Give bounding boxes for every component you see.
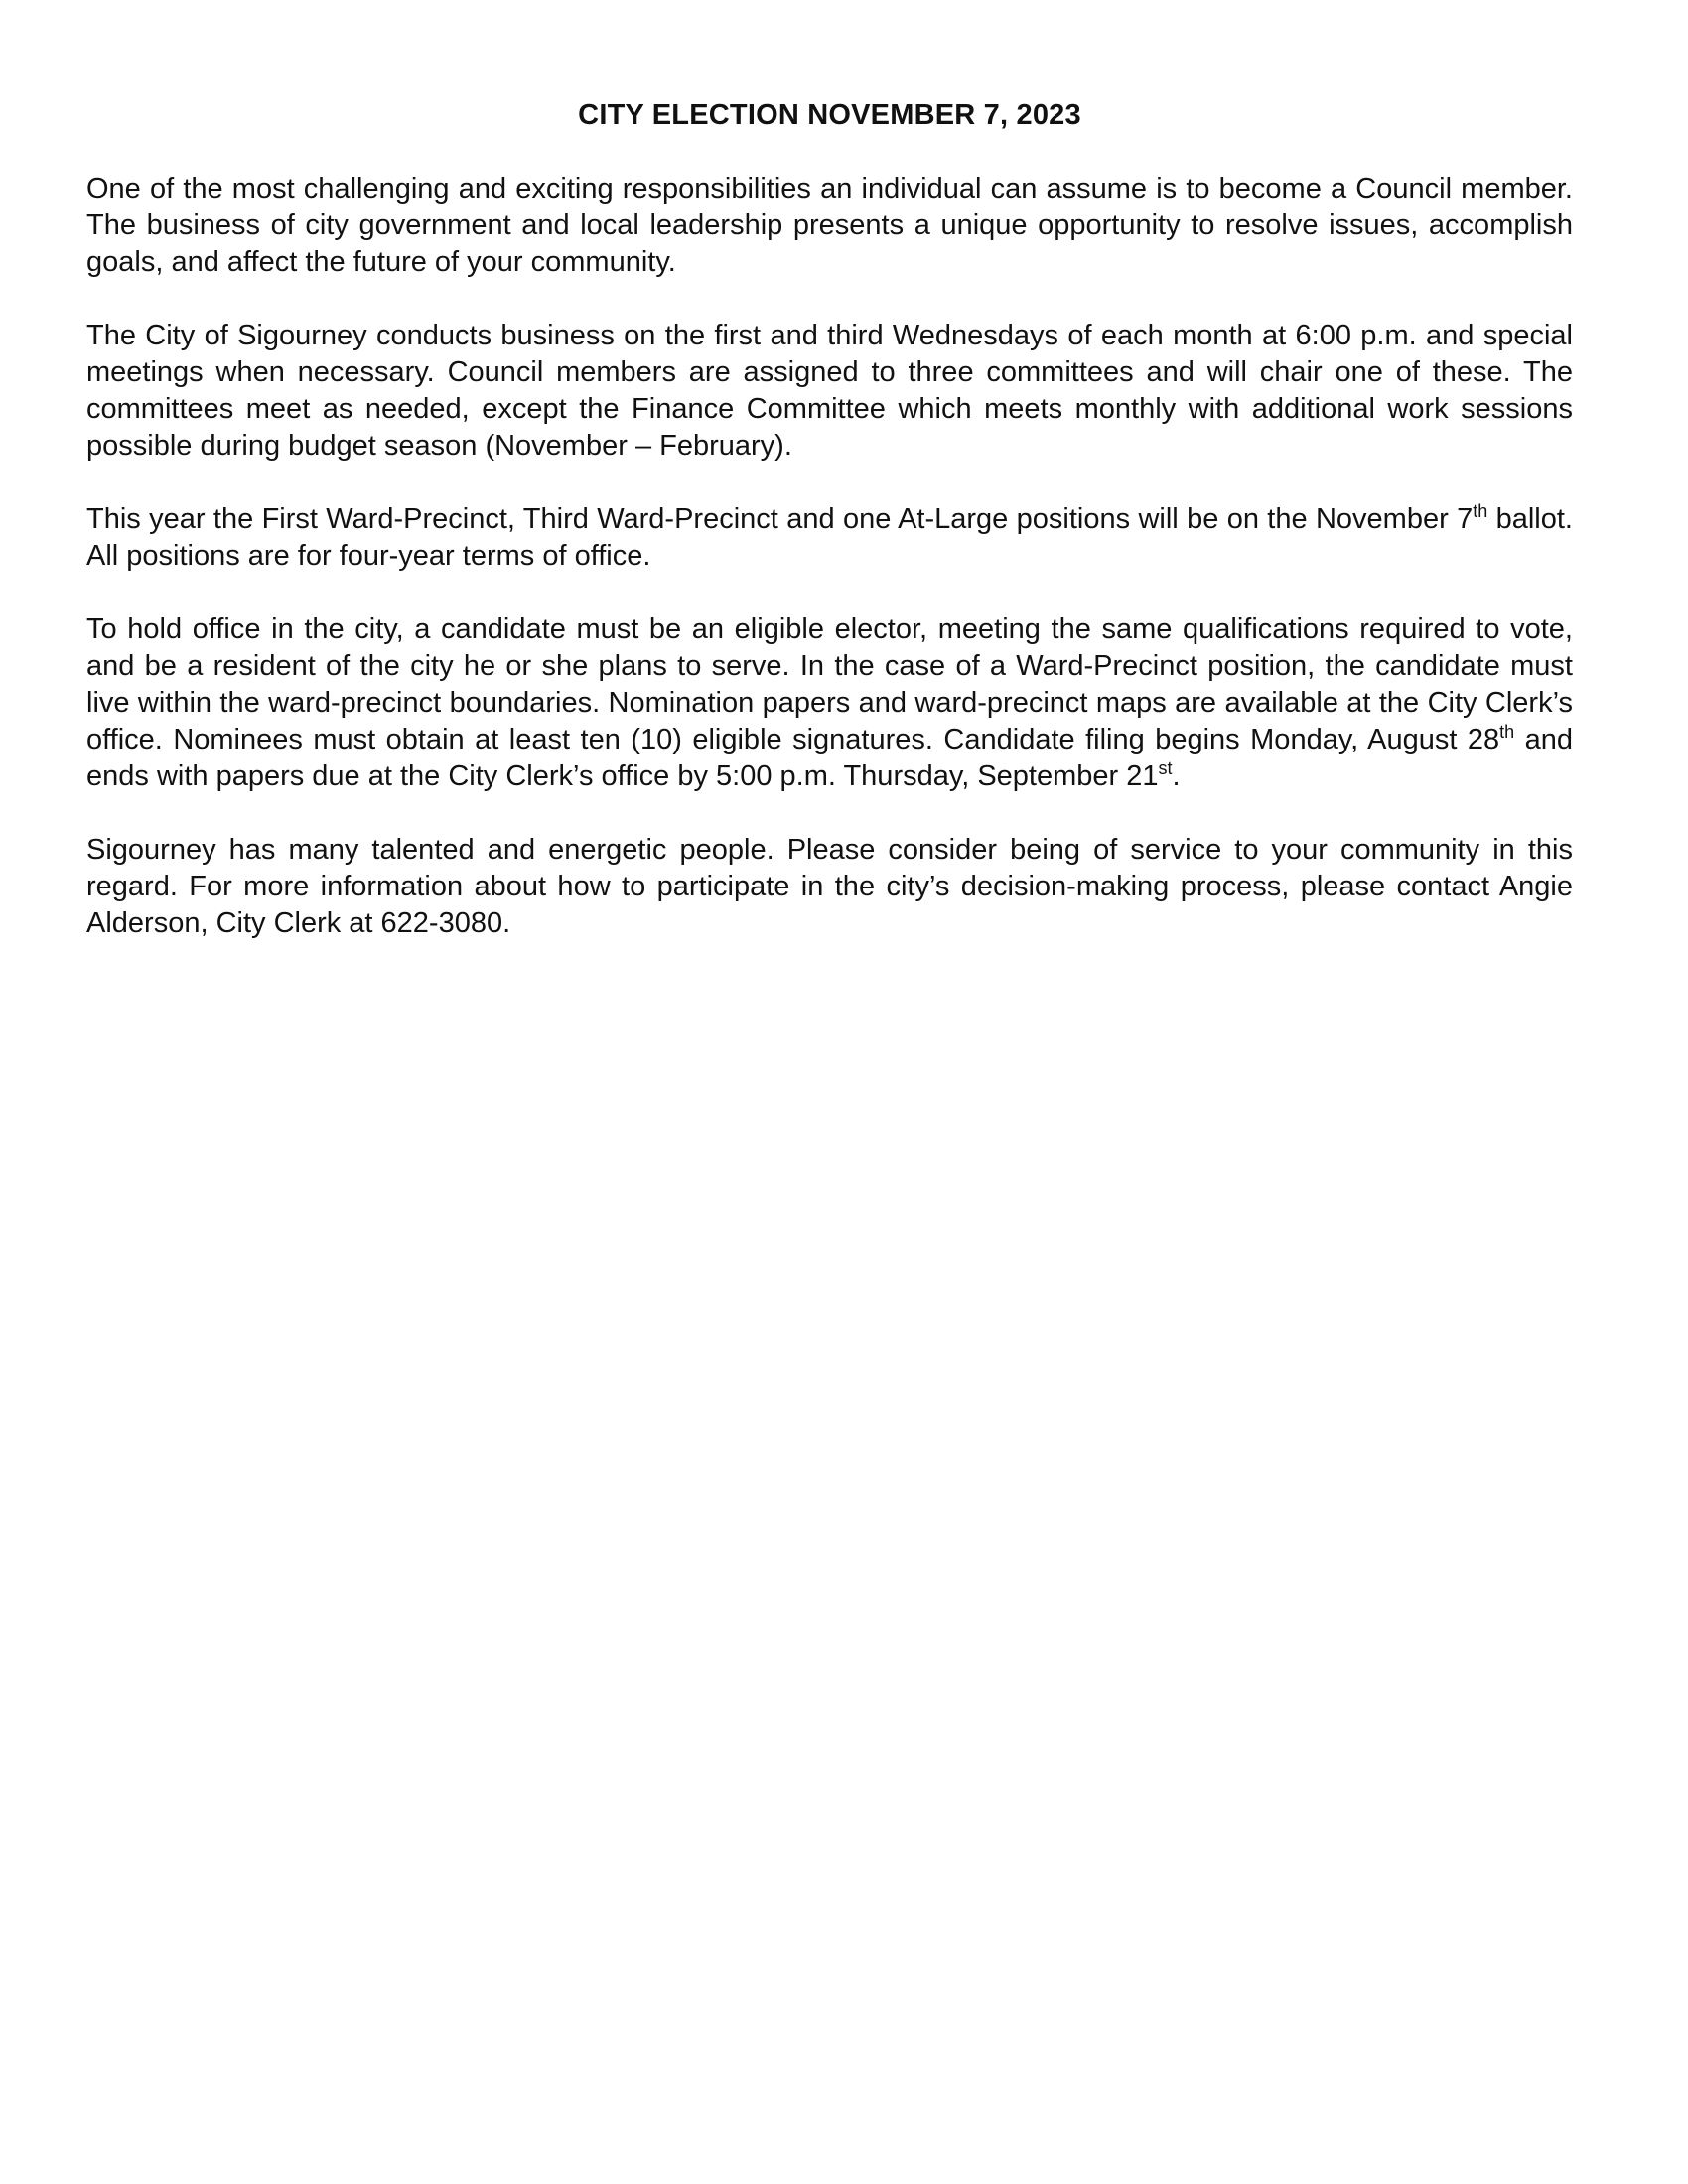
positions-text-a: This year the First Ward-Precinct, Third Ward-Precinct and one At-Large positions will be on the November 7 — [86, 503, 1474, 535]
paragraph-positions — [86, 501, 1573, 575]
eligibility-text-b: and ends with papers due at the City Clerk’s office by 5:00 p.m. Thursday, September 21 — [86, 724, 1573, 792]
positions-superscript: th — [1473, 501, 1488, 521]
eligibility-text-a: To hold office in the city, a candidate must be an eligible elector, meeting the same qualifications required to vote, and be a resident of the city he or she plans to serve. In the case of a Ward-Precinct position, the candidate must live within the ward-precinct boundaries. Nomination papers and ward-precinct maps are available at the City Clerk’s office. Nominees must obtain at least ten (10) eligible signatures. Candidate filing begins Monday, August 28 — [86, 614, 1573, 755]
paragraph-council-intro: One of the most challenging and exciting responsibilities an individual can assume is to become a Council member. The business of city government and local leadership presents a unique opportunity to resolve issues, accomplish goals, and affect the future of your community. — [86, 173, 1573, 278]
eligibility-superscript-a: th — [1499, 722, 1515, 742]
paragraph-meetings: The City of Sigourney conducts business on the first and third Wednesdays of each month at 6:00 p.m. and special meetings when necessary. Council members are assigned to three committees and will chair one of these. The committees meet as needed, except the Finance Committee which meets monthly with additional work sessions possible during budget season (November – February). — [86, 320, 1573, 462]
eligibility-superscript-b: st — [1158, 758, 1173, 778]
paragraph-eligibility — [86, 612, 1573, 795]
positions-text-b: ballot. All positions are for four-year terms of office. — [86, 503, 1573, 572]
eligibility-text-c: . — [1172, 760, 1181, 792]
paragraph-contact: Sigourney has many talented and energetic people. Please consider being of service to your community in this regard. For more information about how to participate in the city’s decision-making process, please contact Angie Alderson, City Clerk at 622-3080. — [86, 834, 1573, 939]
document-title: CITY ELECTION NOVEMBER 7, 2023 — [578, 99, 1081, 131]
